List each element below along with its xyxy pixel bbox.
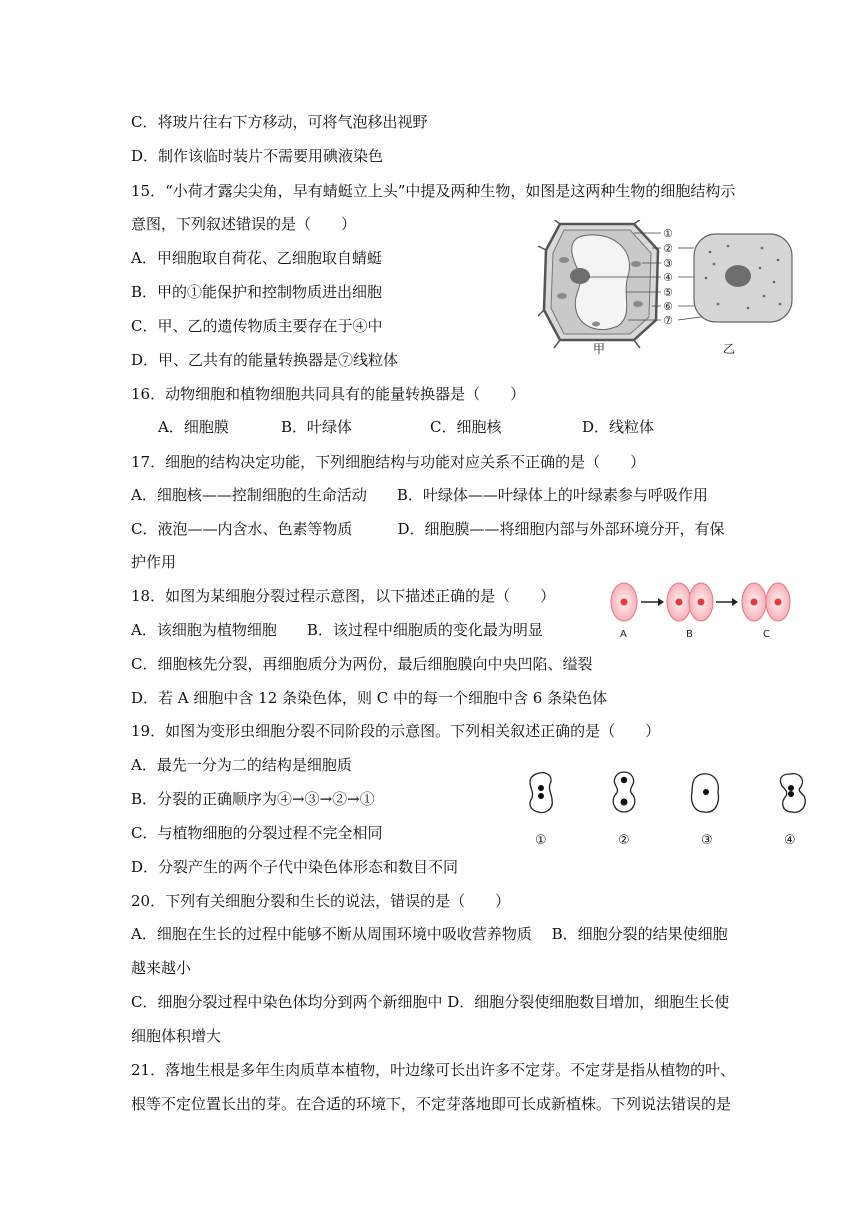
q15-option-b: B．甲的①能保护和控制物质进出细胞 bbox=[131, 283, 383, 301]
q19-option-d: D．分裂产生的两个子代中染色体形态和数目不同 bbox=[131, 858, 459, 876]
q15-option-c: C．甲、乙的遗传物质主要存在于④中 bbox=[131, 317, 383, 335]
q18-options-ab: A．该细胞为植物细胞 B．该过程中细胞质的变化最为明显 bbox=[131, 621, 543, 639]
q17-options-cd: C．液泡——内含水、色素等物质 D．细胞膜——将细胞内部与外部环境分开，有保 bbox=[131, 520, 725, 538]
q16-stem: 16．动物细胞和植物细胞共同具有的能量转换器是（ ） bbox=[131, 385, 526, 403]
label-stage-2: ② bbox=[618, 833, 630, 848]
cell-a bbox=[611, 583, 637, 621]
label-a: A bbox=[620, 629, 627, 640]
q19-option-c: C．与植物细胞的分裂过程不完全相同 bbox=[131, 824, 383, 842]
caption-yi: 乙 bbox=[723, 342, 736, 356]
label-1: ① bbox=[663, 227, 673, 240]
label-3: ③ bbox=[663, 257, 673, 270]
label-2: ② bbox=[663, 242, 673, 255]
q16-option-c: C．细胞核 bbox=[430, 418, 502, 436]
q15-option-d: D．甲、乙共有的能量转换器是⑦线粒体 bbox=[131, 351, 399, 369]
stage-3 bbox=[692, 774, 719, 812]
q15-stem-1: 15．“小荷才露尖尖角，早有蜻蜓立上头”中提及两种生物，如图是这两种生物的细胞结构示 bbox=[131, 182, 736, 200]
q15-cell-figure bbox=[538, 220, 798, 362]
q15-option-a: A．甲细胞取自荷花、乙细胞取自蜻蜓 bbox=[131, 249, 382, 267]
q20-options-cd-cont: 细胞体积增大 bbox=[131, 1027, 222, 1045]
q20-options-ab: A．细胞在生长的过程中能够不断从周围环境中吸收营养物质 B．细胞分裂的结果使细胞 bbox=[131, 925, 728, 943]
q19-option-b: B．分裂的正确顺序为④→③→②→① bbox=[131, 790, 375, 808]
label-stage-4: ④ bbox=[784, 833, 796, 848]
stage-1 bbox=[530, 773, 552, 813]
stage-4 bbox=[780, 774, 805, 813]
q17-options-cd-cont: 护作用 bbox=[131, 553, 177, 571]
q18-stem: 18．如图为某细胞分裂过程示意图，以下描述正确的是（ ） bbox=[131, 587, 556, 605]
q20-options-cd: C．细胞分裂过程中染色体均分到两个新细胞中 D．细胞分裂使细胞数目增加，细胞生长使 bbox=[131, 993, 730, 1011]
label-stage-1: ① bbox=[535, 833, 547, 848]
q19-amoeba-figure bbox=[524, 770, 814, 850]
label-stage-3: ③ bbox=[701, 833, 713, 848]
arrow-2 bbox=[716, 598, 738, 606]
caption-jia: 甲 bbox=[593, 342, 606, 356]
q15-stem-2: 意图，下列叙述错误的是（ ） bbox=[131, 215, 357, 233]
q16-option-d: D．线粒体 bbox=[582, 418, 655, 436]
q17-stem: 17．细胞的结构决定功能，下列细胞结构与功能对应关系不正确的是（ ） bbox=[131, 453, 646, 471]
label-7: ⑦ bbox=[663, 314, 673, 327]
q18-division-figure bbox=[608, 580, 808, 642]
animal-cell-diagram bbox=[694, 234, 792, 322]
q14-option-c: C．将玻片往右下方移动，可将气泡移出视野 bbox=[131, 113, 428, 131]
stage-2 bbox=[613, 772, 635, 812]
q14-option-d: D．制作该临时装片不需要用碘液染色 bbox=[131, 147, 384, 165]
q21-stem-2: 根等不定位置长出的芽。在合适的环境下，不定芽落地即可长成新植株。下列说法错误的是 bbox=[131, 1095, 732, 1113]
q19-option-a: A．最先一分为二的结构是细胞质 bbox=[131, 756, 352, 774]
q18-option-d: D．若 A 细胞中含 12 条染色体，则 C 中的每一个细胞中含 6 条染色体 bbox=[131, 689, 608, 707]
q17-options-ab: A．细胞核——控制细胞的生命活动 B．叶绿体——叶绿体上的叶绿素参与呼吸作用 bbox=[131, 486, 708, 504]
arrow-1 bbox=[641, 598, 664, 606]
label-4: ④ bbox=[663, 271, 673, 284]
cell-b bbox=[667, 583, 713, 621]
q16-option-a: A．细胞膜 bbox=[158, 418, 229, 436]
cell-c bbox=[742, 583, 790, 621]
label-c: C bbox=[763, 629, 770, 640]
q21-stem-1: 21．落地生根是多年生肉质草本植物，叶边缘可长出许多不定芽。不定芽是指从植物的叶、 bbox=[131, 1061, 736, 1079]
q18-option-c: C．细胞核先分裂，再细胞质分为两份，最后细胞膜向中央凹陷、缢裂 bbox=[131, 655, 593, 673]
plant-cell-diagram bbox=[538, 220, 658, 348]
label-b: B bbox=[686, 629, 693, 640]
q19-stem: 19．如图为变形虫细胞分裂不同阶段的示意图。下列相关叙述正确的是（ ） bbox=[131, 722, 661, 740]
q16-option-b: B．叶绿体 bbox=[281, 418, 353, 436]
label-5: ⑤ bbox=[663, 286, 673, 299]
q20-stem: 20．下列有关细胞分裂和生长的说法，错误的是（ ） bbox=[131, 892, 511, 910]
q20-options-ab-cont: 越来越小 bbox=[131, 959, 192, 977]
label-6: ⑥ bbox=[663, 300, 673, 313]
